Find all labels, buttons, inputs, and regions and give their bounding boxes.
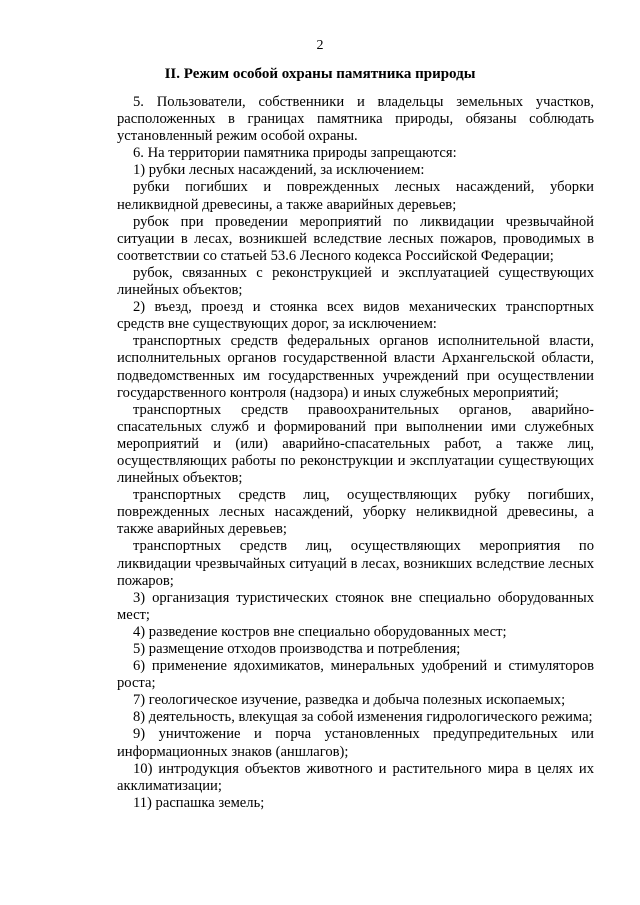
paragraph: 5) размещение отходов производства и потребления; (133, 641, 461, 657)
paragraph: рубок, связанных с реконструкцией и эксплуатацией существующих линейных объектов; (117, 264, 594, 299)
paragraph: 6. На территории памятника природы запрещаются: (133, 145, 457, 162)
page-number: 2 (316, 38, 324, 53)
section-heading: II. Режим особой охраны памятника природы (164, 66, 476, 82)
paragraph: транспортных средств лиц, осуществляющих мероприятия по ликвидации чрезвычайных ситуаций в лесах, возникших вследствие лесных пожаров; (117, 538, 594, 589)
paragraph: 6) применение ядохимикатов, минеральных удобрений и стимуляторов роста; (117, 658, 594, 692)
paragraph: 1) рубки лесных насаждений, за исключением: (133, 162, 425, 179)
paragraph: 11) распашка земель; (133, 794, 265, 811)
paragraph: рубки погибших и поврежденных лесных насаждений, уборки неликвидной древесины, а также аварийных деревьев; (117, 179, 594, 213)
paragraph: 3) организация туристических стоянок вне специально оборудованных мест; (117, 589, 594, 623)
paragraph: 10) интродукция объектов животного и растительного мира в целях их акклиматизации; (117, 760, 594, 794)
paragraph: транспортных средств лиц, осуществляющих рубку погибших, поврежденных лесных насаждений, уборку неликвидной древесины, а также аварийных деревьев; (117, 487, 594, 538)
paragraph: транспортных средств федеральных органов исполнительной власти, исполнительных органов государственной власти Архангельской области, подведомственных им государственных учреждений при осуществлении государственного контроля (надзора) и иных служебных мероприятий; (117, 333, 594, 401)
paragraph: 4) разведение костров вне специально оборудованных мест; (133, 623, 507, 640)
paragraph: 9) уничтожение и порча установленных предупредительных или информационных знаков (аншлагов); (117, 726, 594, 760)
document-body (117, 94, 594, 812)
paragraph: транспортных средств правоохранительных органов, аварийно-спасательных служб и формирований при выполнении ими служебных мероприятий и (или) аварийно-спасательных работ, а также лиц, осуществляющих работы по реконструкции и эксплуатации существующих линейных объектов; (117, 401, 594, 487)
paragraph: 2) въезд, проезд и стоянка всех видов механических транспортных средств вне существующих дорог, за исключением: (117, 299, 594, 333)
paragraph: 5. Пользователи, собственники и владельцы земельных участков, расположенных в границах памятника природы, обязаны соблюдать установленный режим особой охраны. (117, 94, 594, 145)
paragraph: рубок при проведении мероприятий по ликвидации чрезвычайной ситуации в лесах, возникшей вследствие лесных пожаров, проводимых в соответствии со статьей 53.6 Лесного кодекса Российской Федерации; (117, 213, 594, 264)
paragraph: 8) деятельность, влекущая за собой изменения гидрологического режима; (133, 709, 593, 726)
paragraph: 7) геологическое изучение, разведка и добыча полезных ископаемых; (133, 692, 566, 709)
